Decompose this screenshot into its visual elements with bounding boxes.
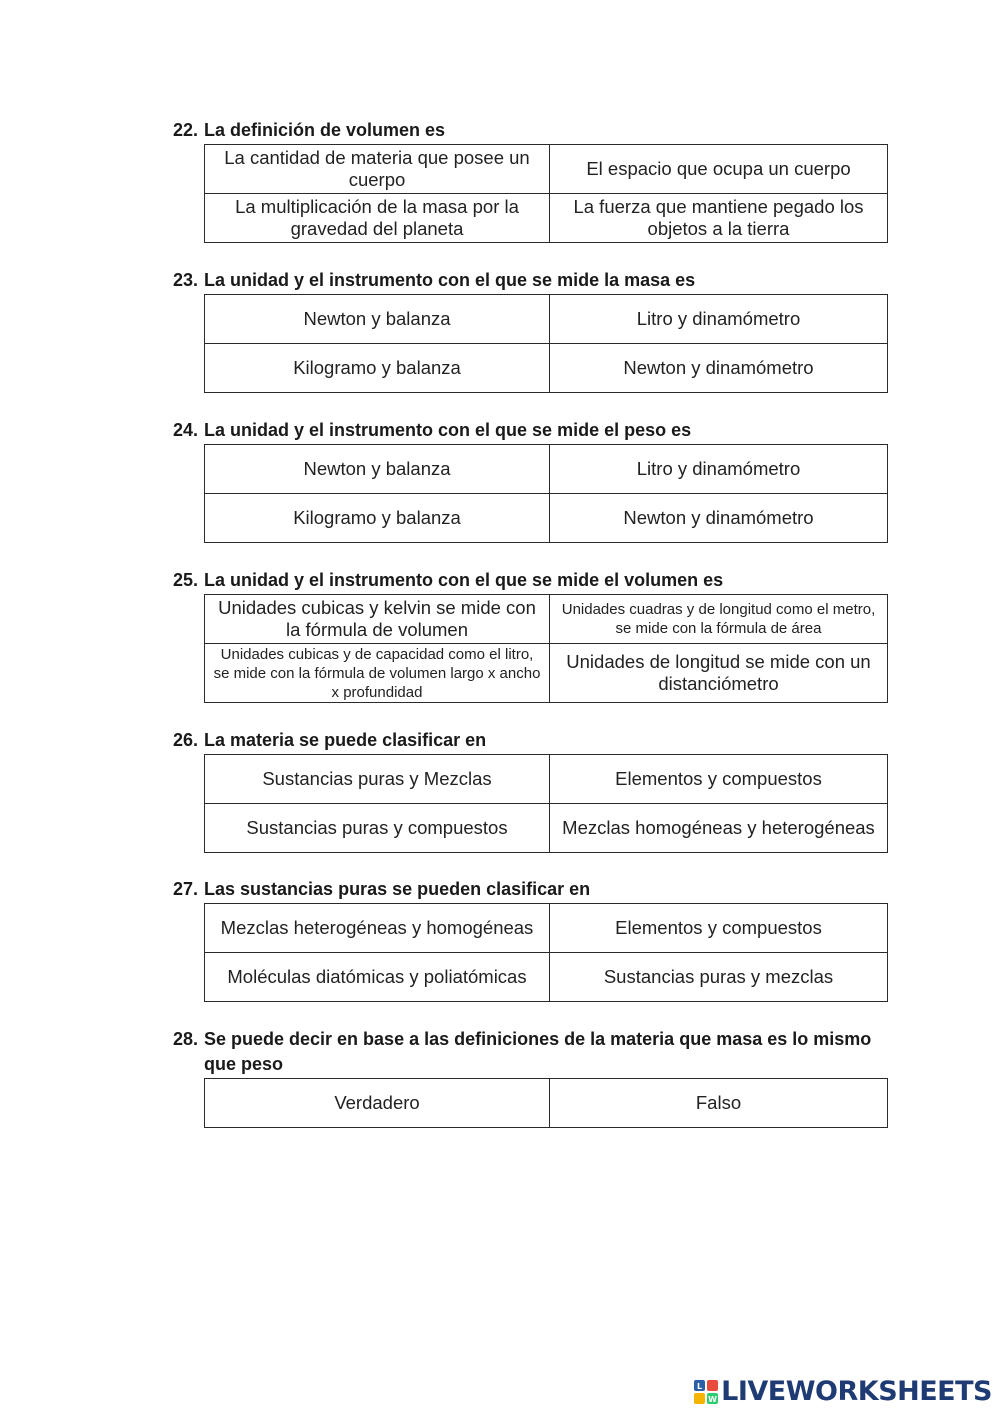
question-number: 24. [173,420,199,440]
answer-option[interactable]: El espacio que ocupa un cuerpo [550,145,888,194]
question-text: La materia se puede clasificar en [204,730,487,750]
question-23 [173,268,887,393]
options-table [204,294,888,393]
question-title [173,568,887,593]
question-title [173,118,887,143]
answer-option[interactable]: Kilogramo y balanza [205,344,550,393]
answer-option[interactable]: La fuerza que mantiene pegado los objetos a la tierra [550,194,888,243]
question-number: 26. [173,730,199,750]
answer-option[interactable]: Newton y balanza [205,295,550,344]
answer-option[interactable]: Verdadero [205,1079,550,1128]
question-text: La unidad y el instrumento con el que se mide la masa es [204,270,696,290]
liveworksheets-logo [693,1376,992,1407]
question-text: La unidad y el instrumento con el que se mide el peso es [204,420,692,440]
options-table [204,903,888,1002]
answer-option[interactable]: Unidades cuadras y de longitud como el metro, se mide con la fórmula de área [550,595,888,644]
question-title [173,877,887,902]
svg-text:L: L [697,1381,703,1391]
question-22 [173,118,887,243]
options-table [204,594,888,703]
liveworksheets-logo-icon [693,1379,719,1405]
question-28 [173,1027,887,1128]
brand-name: LIVEWORKSHEETS [721,1376,992,1407]
question-number: 23. [173,270,199,290]
answer-option[interactable]: Elementos y compuestos [550,904,888,953]
svg-text:W: W [708,1394,718,1404]
answer-option[interactable]: Newton y balanza [205,445,550,494]
question-text: Se puede decir en base a las definiciones de la materia que masa es lo mismo que peso [204,1029,872,1074]
answer-option[interactable]: Sustancias puras y compuestos [205,804,550,853]
question-title [173,418,887,443]
options-table [204,754,888,853]
answer-option[interactable]: Falso [550,1079,888,1128]
question-title [173,268,887,293]
answer-option[interactable]: Sustancias puras y mezclas [550,953,888,1002]
question-25 [173,568,887,703]
question-text: La definición de volumen es [204,120,446,140]
question-26 [173,728,887,853]
answer-option[interactable]: La cantidad de materia que posee un cuerpo [205,145,550,194]
question-27 [173,877,887,1002]
question-number: 28. [173,1029,199,1049]
answer-option[interactable]: Unidades de longitud se mide con un distanciómetro [550,644,888,703]
question-text: La unidad y el instrumento con el que se mide el volumen es [204,570,724,590]
question-text: Las sustancias puras se pueden clasificar en [204,879,591,899]
answer-option[interactable]: Kilogramo y balanza [205,494,550,543]
question-title [173,728,887,753]
answer-option[interactable]: Elementos y compuestos [550,755,888,804]
options-table [204,1078,888,1128]
options-table [204,444,888,543]
answer-option[interactable]: Unidades cubicas y kelvin se mide con la fórmula de volumen [205,595,550,644]
answer-option[interactable]: Newton y dinamómetro [550,344,888,393]
options-table [204,144,888,243]
answer-option[interactable]: La multiplicación de la masa por la gravedad del planeta [205,194,550,243]
question-number: 27. [173,879,199,899]
question-24 [173,418,887,543]
answer-option[interactable]: Sustancias puras y Mezclas [205,755,550,804]
question-number: 25. [173,570,199,590]
question-title [173,1027,887,1077]
answer-option[interactable]: Mezclas homogéneas y heterogéneas [550,804,888,853]
answer-option[interactable]: Newton y dinamómetro [550,494,888,543]
answer-option[interactable]: Unidades cubicas y de capacidad como el litro, se mide con la fórmula de volumen largo x ancho x profundidad [205,644,550,703]
answer-option[interactable]: Litro y dinamómetro [550,295,888,344]
answer-option[interactable]: Mezclas heterogéneas y homogéneas [205,904,550,953]
question-number: 22. [173,120,199,140]
answer-option[interactable]: Litro y dinamómetro [550,445,888,494]
answer-option[interactable]: Moléculas diatómicas y poliatómicas [205,953,550,1002]
